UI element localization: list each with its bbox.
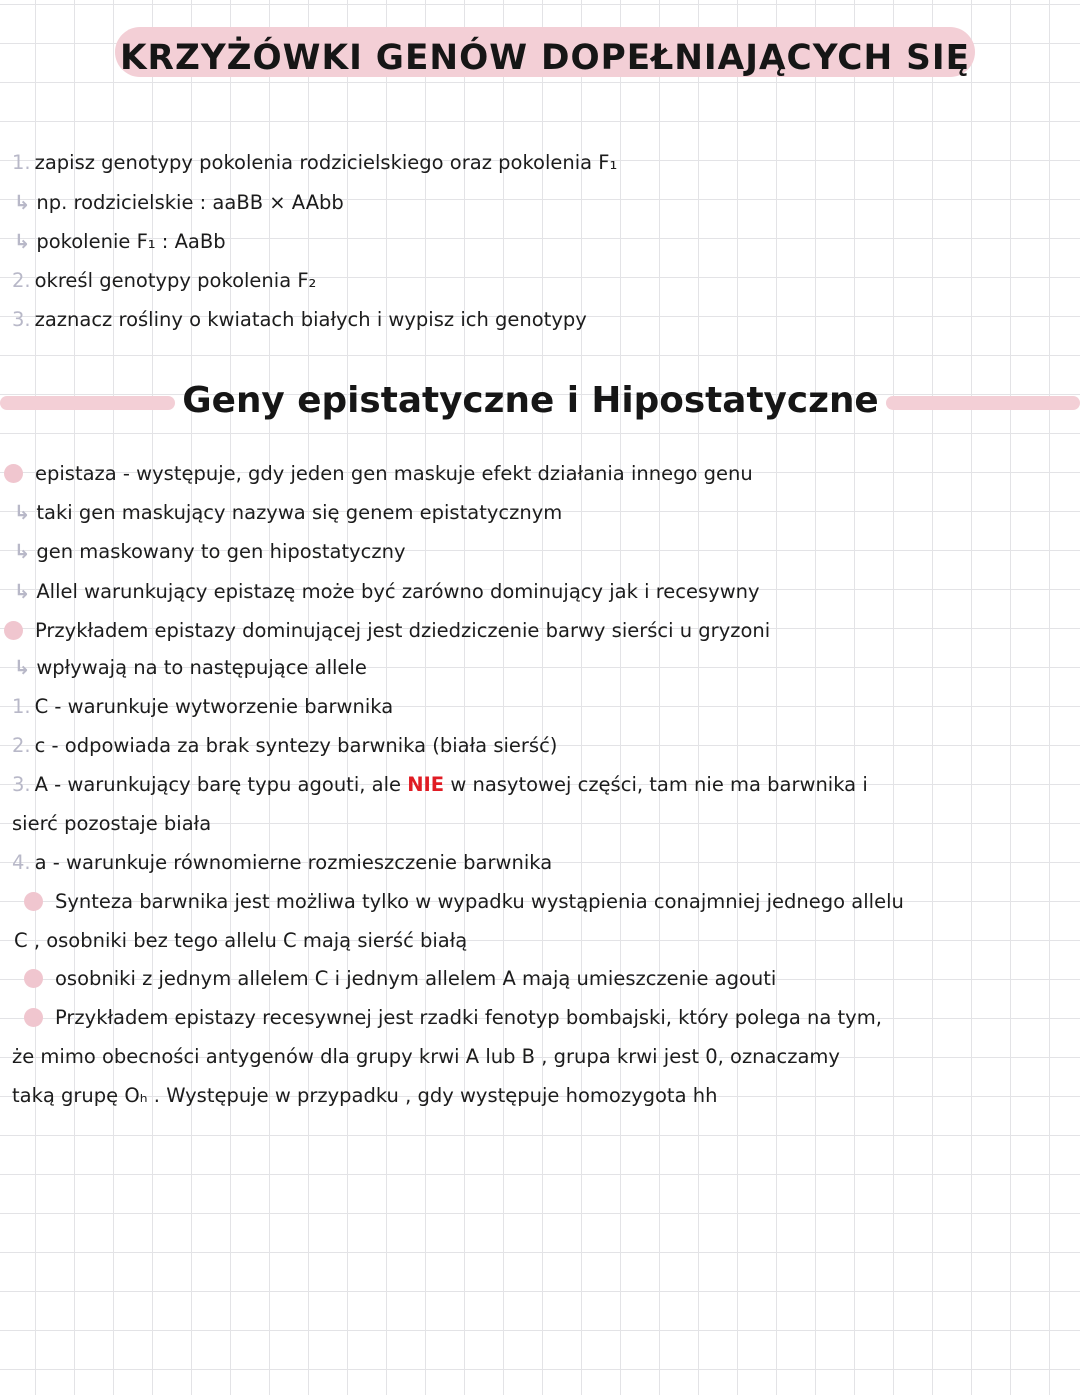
arrow-icon: ↳ bbox=[14, 580, 31, 603]
list-text: zaznacz rośliny o kwiatach białych i wypisz ich genotypy bbox=[34, 308, 587, 331]
section-heading: Geny epistatyczne i Hipostatyczne bbox=[182, 380, 879, 421]
list-number: 3. bbox=[12, 773, 31, 796]
wrapped-line: że mimo obecności antygenów dla grupy krwi A lub B , grupa krwi jest 0, oznaczamy bbox=[12, 1045, 840, 1068]
list-item bbox=[14, 187, 344, 219]
list-text: pokolenie F₁ : AaBb bbox=[36, 230, 226, 253]
bullet-item bbox=[24, 1002, 882, 1034]
sub-item bbox=[14, 576, 760, 608]
heading-bar-left bbox=[0, 396, 175, 410]
list-number: 3. bbox=[12, 308, 31, 331]
list-number: 2. bbox=[12, 734, 31, 757]
sub-text: gen maskowany to gen hipostatyczny bbox=[36, 540, 406, 563]
sub-text: Allel warunkujący epistazę może być zarówno dominujący jak i recesywny bbox=[36, 580, 760, 603]
list-item bbox=[12, 691, 393, 723]
page-title: KRZYŻÓWKI GENÓW DOPEŁNIAJĄCYCH SIĘ bbox=[119, 38, 971, 78]
bullet-dot bbox=[24, 892, 43, 911]
list-number: 1. bbox=[12, 695, 31, 718]
bullet-text: Przykładem epistazy dominującej jest dziedziczenie barwy sierści u gryzoni bbox=[35, 619, 771, 642]
list-text: zapisz genotypy pokolenia rodzicielskiego oraz pokolenia F₁ bbox=[34, 151, 618, 174]
bullet-dot bbox=[24, 969, 43, 988]
arrow-icon: ↳ bbox=[14, 656, 31, 679]
bullet-text: osobniki z jednym allelem C i jednym allelem A mają umieszczenie agouti bbox=[55, 967, 777, 990]
bullet-dot bbox=[24, 1008, 43, 1027]
list-item bbox=[12, 147, 617, 179]
heading-bar-right bbox=[886, 396, 1080, 410]
sub-text: wpływają na to następujące allele bbox=[36, 656, 367, 679]
list-text: A - warunkujący barę typu agouti, ale bbox=[34, 773, 401, 796]
bullet-text: epistaza - występuje, gdy jeden gen maskuje efekt działania innego genu bbox=[35, 462, 753, 485]
arrow-icon: ↳ bbox=[14, 540, 31, 563]
list-item bbox=[12, 265, 316, 297]
bullet-text: Synteza barwnika jest możliwa tylko w wypadku wystąpienia conajmniej jednego allelu bbox=[55, 890, 904, 913]
bullet-item bbox=[24, 963, 776, 995]
list-item bbox=[12, 304, 587, 336]
arrow-icon: ↳ bbox=[14, 230, 31, 253]
list-item bbox=[12, 730, 557, 762]
sub-item bbox=[14, 536, 406, 568]
emphasis-text: NIE bbox=[407, 773, 445, 796]
list-text: c - odpowiada za brak syntezy barwnika (biała sierść) bbox=[34, 734, 558, 757]
list-item bbox=[12, 847, 552, 879]
wrapped-line: taką grupę Oₕ . Występuje w przypadku , gdy występuje homozygota hh bbox=[12, 1084, 718, 1107]
wrapped-line: sierć pozostaje biała bbox=[12, 812, 212, 835]
list-text: a - warunkuje równomierne rozmieszczenie barwnika bbox=[34, 851, 553, 874]
list-text-continued: w nasytowej części, tam nie ma barwnika i bbox=[450, 773, 868, 796]
bullet-dot bbox=[4, 621, 23, 640]
bullet-item bbox=[24, 886, 904, 918]
wrapped-line: C , osobniki bez tego allelu C mają sierść białą bbox=[14, 929, 468, 952]
bullet-item bbox=[4, 615, 770, 647]
bullet-item bbox=[4, 458, 753, 490]
bullet-text: Przykładem epistazy recesywnej jest rzadki fenotyp bombajski, który polega na tym, bbox=[55, 1006, 882, 1029]
list-text: np. rodzicielskie : aaBB × AAbb bbox=[36, 191, 344, 214]
list-number: 1. bbox=[12, 151, 31, 174]
sub-item bbox=[14, 652, 367, 684]
list-item bbox=[12, 769, 868, 801]
bullet-dot bbox=[4, 464, 23, 483]
list-text: określ genotypy pokolenia F₂ bbox=[34, 269, 317, 292]
list-item bbox=[14, 226, 226, 258]
list-number: 4. bbox=[12, 851, 31, 874]
arrow-icon: ↳ bbox=[14, 501, 31, 524]
list-text: C - warunkuje wytworzenie barwnika bbox=[34, 695, 394, 718]
arrow-icon: ↳ bbox=[14, 191, 31, 214]
sub-item bbox=[14, 497, 562, 529]
sub-text: taki gen maskujący nazywa się genem epistatycznym bbox=[36, 501, 563, 524]
list-number: 2. bbox=[12, 269, 31, 292]
